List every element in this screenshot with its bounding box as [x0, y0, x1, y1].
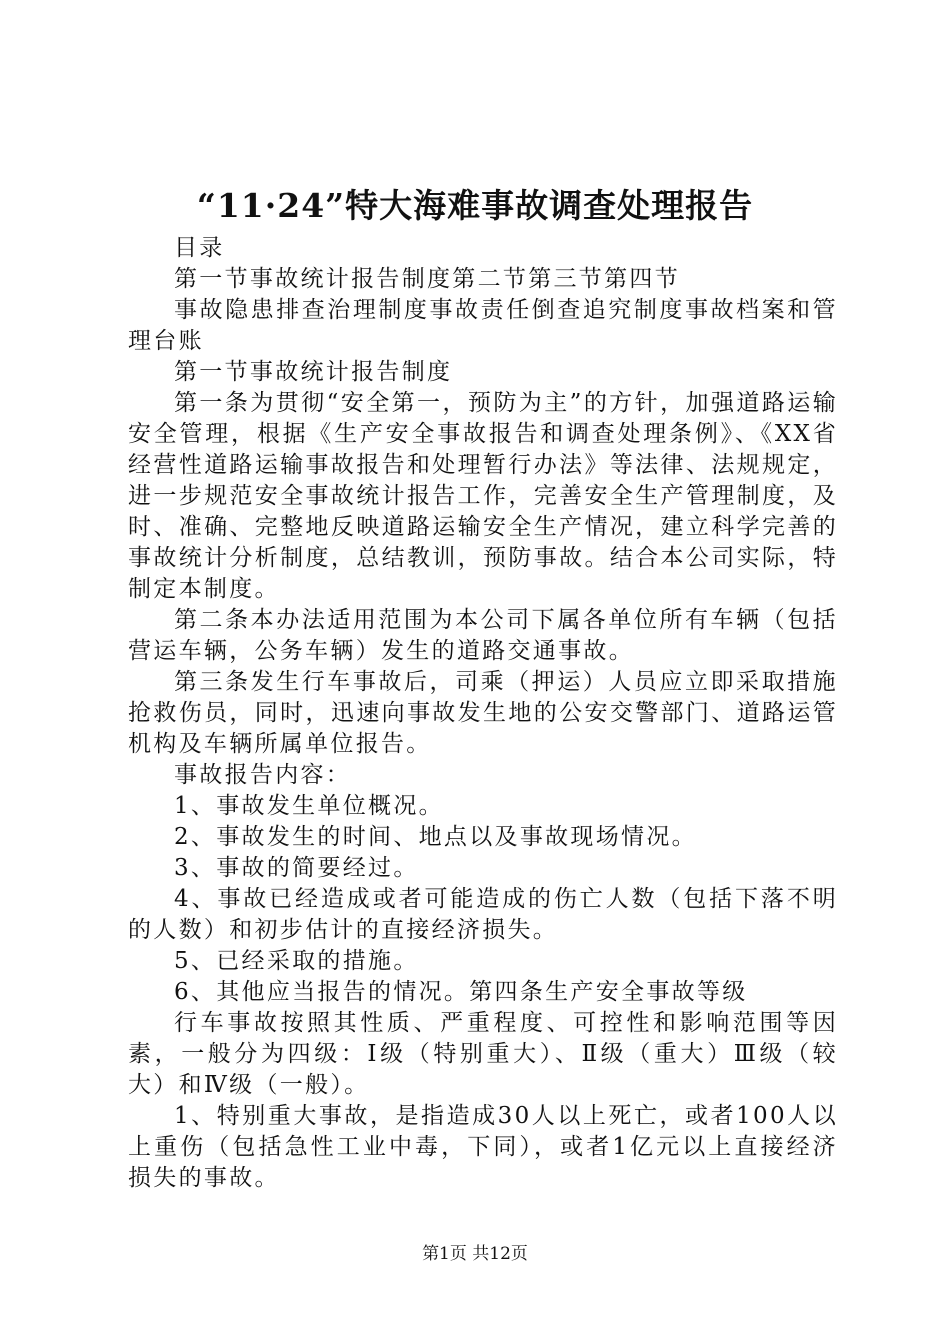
list-item: 1、事故发生单位概况。: [174, 793, 444, 819]
paragraph-report-contents: 事故报告内容：: [174, 762, 352, 788]
document-body: [128, 233, 838, 1194]
paragraph-level-1-definition: 1、特别重大事故，是指造成30人以上死亡，或者100人以上重伤（包括急性工业中毒，下同），或者1亿元以上直接经济损失的事故。: [128, 1103, 838, 1191]
paragraph-toc-line-1: 第一节事故统计报告制度第二节第三节第四节: [174, 266, 680, 292]
paragraph-toc-heading: 目录: [174, 235, 225, 261]
paragraph-toc-line-2: 事故隐患排查治理制度事故责任倒查追究制度事故档案和管理台账: [128, 297, 838, 354]
paragraph-section-heading: 第一节事故统计报告制度: [174, 359, 453, 385]
list-item: 4、事故已经造成或者可能造成的伤亡人数（包括下落不明的人数）和初步估计的直接经济损失。: [128, 886, 838, 943]
document-title: “11·24”特大海难事故调查处理报告: [196, 186, 754, 225]
paragraph-accident-levels: 行车事故按照其性质、严重程度、可控性和影响范围等因素，一般分为四级：Ⅰ级（特别重大）、Ⅱ级（重大）Ⅲ级（较大）和Ⅳ级（一般）。: [128, 1010, 838, 1098]
list-item: 6、其他应当报告的情况。第四条生产安全事故等级: [174, 979, 748, 1005]
paragraph-article-1: 第一条为贯彻“安全第一，预防为主”的方针，加强道路运输安全管理，根据《生产安全事故报告和调查处理条例》、《XX省经营性道路运输事故报告和处理暂行办法》等法律、法规规定，进一步规范安全事故统计报告工作，完善安全生产管理制度，及时、准确、完整地反映道路运输安全生产情况，建立科学完善的事故统计分析制度，总结教训，预防事故。结合本公司实际，特制定本制度。: [128, 390, 838, 602]
paragraph-article-3: 第三条发生行车事故后，司乘（押运）人员应立即采取措施抢救伤员，同时，迅速向事故发生地的公安交警部门、道路运管机构及车辆所属单位报告。: [128, 669, 838, 757]
list-item: 5、已经采取的措施。: [174, 948, 419, 974]
list-item: 2、事故发生的时间、地点以及事故现场情况。: [174, 824, 697, 850]
paragraph-article-2: 第二条本办法适用范围为本公司下属各单位所有车辆（包括营运车辆，公务车辆）发生的道路交通事故。: [128, 607, 838, 664]
page-footer: 第1页 共12页: [422, 1244, 528, 1264]
list-item: 3、事故的简要经过。: [174, 855, 419, 881]
